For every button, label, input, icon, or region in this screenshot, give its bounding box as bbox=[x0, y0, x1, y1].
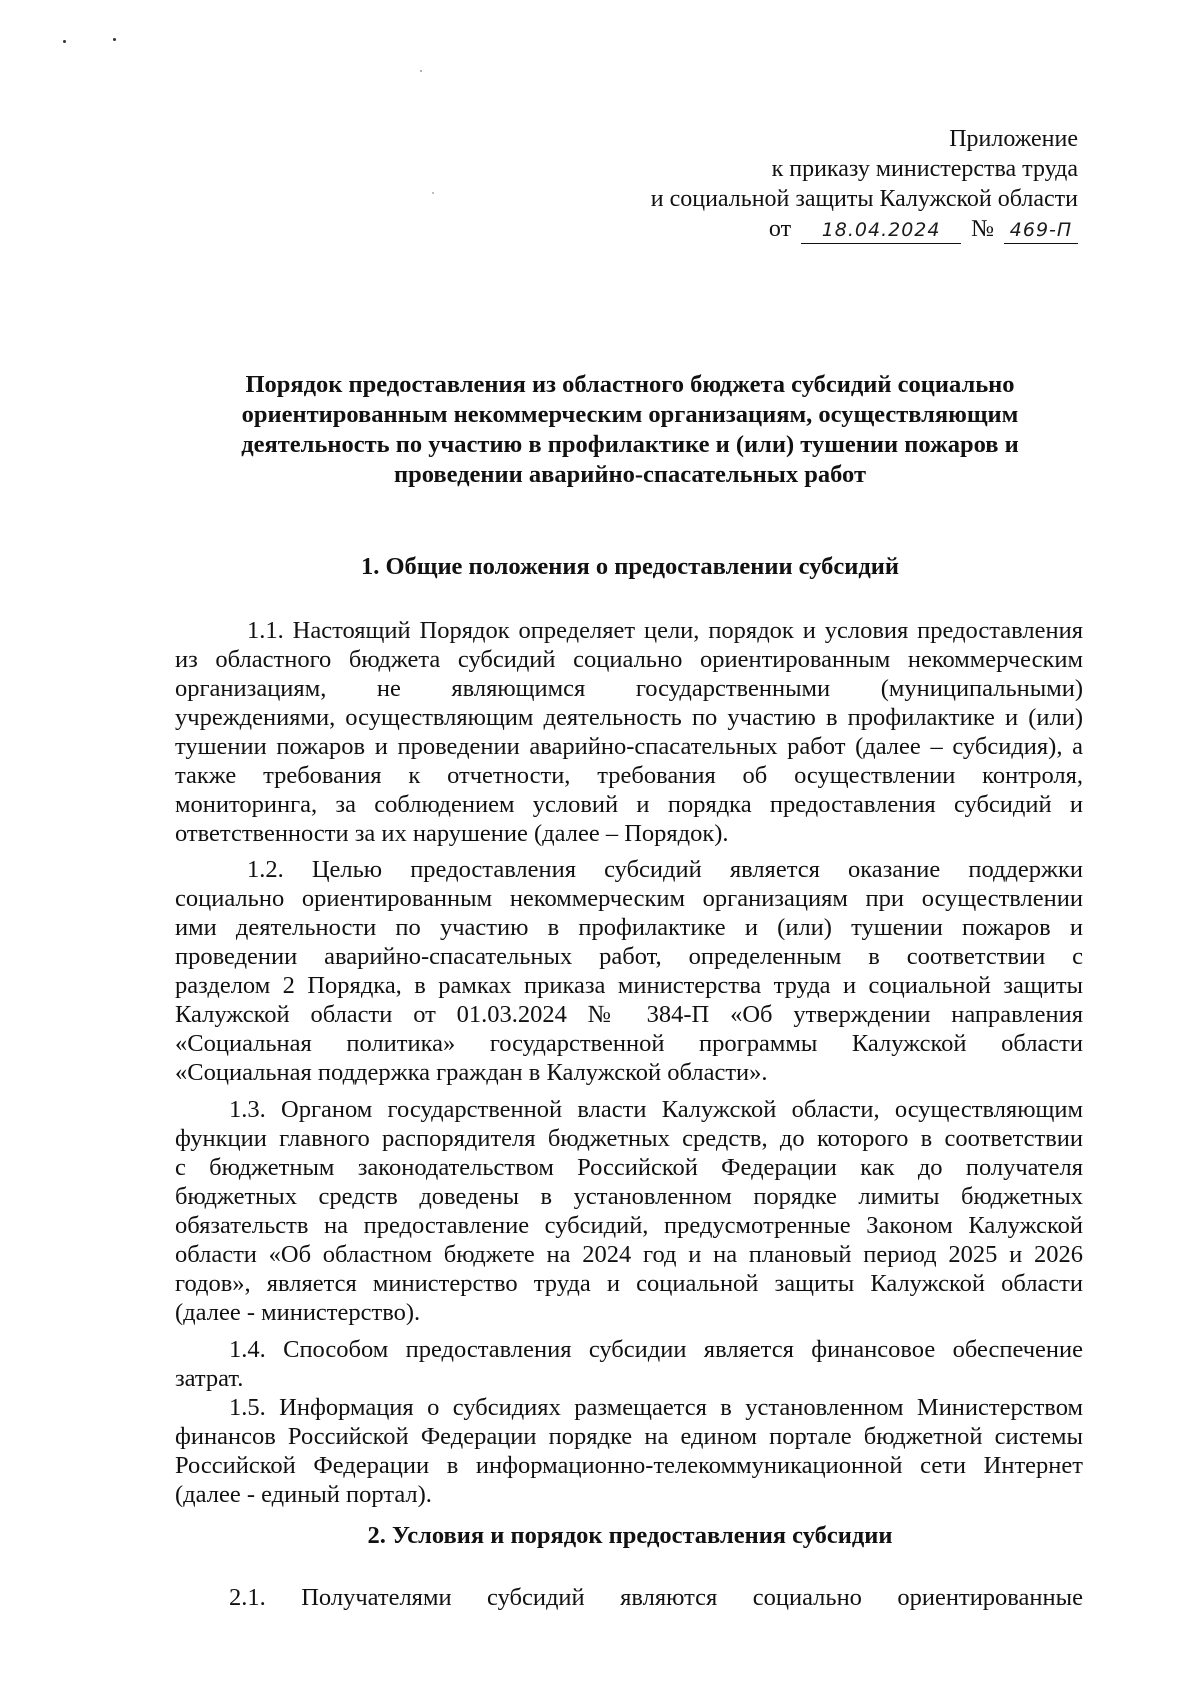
text-line: учреждениями, осуществляющим деятельность по участию в профилактике и (или) bbox=[175, 704, 1083, 731]
paragraph-1-5 bbox=[175, 1393, 1083, 1509]
paragraph-2-1 bbox=[175, 1583, 1083, 1612]
text-line: 1.5. Информация о субсидиях размещается в установленном Министерством bbox=[229, 1394, 1083, 1421]
text-line: ими деятельности по участию в профилактике и (или) тушении пожаров и bbox=[175, 914, 1083, 941]
appendix-ministry: и социальной защиты Калужской области bbox=[650, 186, 1078, 212]
paragraph-1-4 bbox=[175, 1335, 1083, 1393]
text-line: 1.4. Способом предоставления субсидии является финансовое обеспечение bbox=[229, 1336, 1083, 1363]
scan-speck bbox=[113, 38, 116, 41]
text-line: обязательств на предоставление субсидий, предусмотренные Законом Калужской bbox=[175, 1212, 1083, 1239]
text-line: из областного бюджета субсидий социально ориентированным некоммерческим bbox=[175, 646, 1083, 673]
appendix-header bbox=[651, 124, 1078, 244]
text-line: бюджетных средств доведены в установленном порядке лимиты бюджетных bbox=[175, 1183, 1083, 1210]
text-line: Российской Федерации в информационно-телекоммуникационной сети Интернет bbox=[175, 1452, 1083, 1479]
text-line: мониторинга, за соблюдением условий и порядка предоставления субсидий и bbox=[175, 791, 1083, 818]
paragraph-1-2 bbox=[175, 855, 1083, 1087]
text-line: «Социальная политика» государственной программы Калужской области bbox=[175, 1030, 1083, 1057]
appendix-date-number-line bbox=[651, 214, 1078, 244]
text-line: 1.1. Настоящий Порядок определяет цели, порядок и условия предоставления bbox=[247, 617, 1083, 644]
text-line: также требования к отчетности, требования об осуществлении контроля, bbox=[175, 762, 1083, 789]
scan-speck bbox=[432, 192, 434, 194]
scan-speck bbox=[63, 40, 66, 43]
text-line: организациям, не являющимся государственными (муниципальными) bbox=[175, 675, 1083, 702]
text-line: (далее - единый портал). bbox=[175, 1481, 432, 1508]
document-title bbox=[200, 370, 1060, 490]
section-1-heading: 1. Общие положения о предоставлении субсидий bbox=[360, 553, 900, 580]
text-line: ответственности за их нарушение (далее – Порядок). bbox=[175, 820, 729, 847]
handwritten-number: 469-П bbox=[1004, 217, 1078, 244]
paragraph-1-3 bbox=[175, 1095, 1083, 1327]
appendix-order-ref: к приказу министерства труда bbox=[771, 156, 1078, 182]
text-line: Калужской области от 01.03.2024 № 384-П «Об утверждении направления bbox=[175, 1001, 1083, 1028]
text-line: области «Об областном бюджете на 2024 год и на плановый период 2025 и 2026 bbox=[175, 1241, 1083, 1268]
text-line: (далее - министерство). bbox=[175, 1299, 421, 1326]
from-label: от bbox=[768, 216, 792, 242]
text-line: затрат. bbox=[175, 1365, 244, 1392]
paragraph-1-1 bbox=[175, 616, 1083, 848]
text-line: функции главного распорядителя бюджетных средств, до которого в соответствии bbox=[175, 1125, 1083, 1152]
text-line: 1.3. Органом государственной власти Калужской области, осуществляющим bbox=[229, 1096, 1083, 1123]
number-label: № bbox=[971, 216, 994, 242]
text-line: «Социальная поддержка граждан в Калужской области». bbox=[175, 1059, 768, 1086]
title-line: деятельность по участию в профилактике и (или) тушении пожаров и bbox=[241, 431, 1019, 458]
text-line: с бюджетным законодательством Российской Федерации как до получателя bbox=[175, 1154, 1083, 1181]
title-line: Порядок предоставления из областного бюджета субсидий социально bbox=[245, 371, 1015, 398]
text-line: 1.2. Целью предоставления субсидий является оказание поддержки bbox=[247, 856, 1083, 883]
scan-speck bbox=[420, 70, 422, 72]
text-line: годов», является министерство труда и социальной защиты Калужской области bbox=[175, 1270, 1083, 1297]
text-line: проведении аварийно-спасательных работ, определенным в соответствии с bbox=[175, 943, 1083, 970]
text-line: социально ориентированным некоммерческим организациям при осуществлении bbox=[175, 885, 1083, 912]
section-2-heading: 2. Условия и порядок предоставления субсидии bbox=[367, 1522, 893, 1549]
handwritten-date: 18.04.2024 bbox=[801, 217, 961, 244]
appendix-label: Приложение bbox=[949, 126, 1078, 152]
text-line: финансов Российской Федерации порядке на едином портале бюджетной системы bbox=[175, 1423, 1083, 1450]
title-line: проведении аварийно-спасательных работ bbox=[393, 461, 867, 488]
text-line: 2.1. Получателями субсидий являются социально ориентированные bbox=[229, 1584, 1083, 1611]
text-line: разделом 2 Порядка, в рамках приказа министерства труда и социальной защиты bbox=[175, 972, 1083, 999]
title-line: ориентированным некоммерческим организациям, осуществляющим bbox=[241, 401, 1019, 428]
text-line: тушении пожаров и проведении аварийно-спасательных работ (далее – субсидия), а bbox=[175, 733, 1083, 760]
